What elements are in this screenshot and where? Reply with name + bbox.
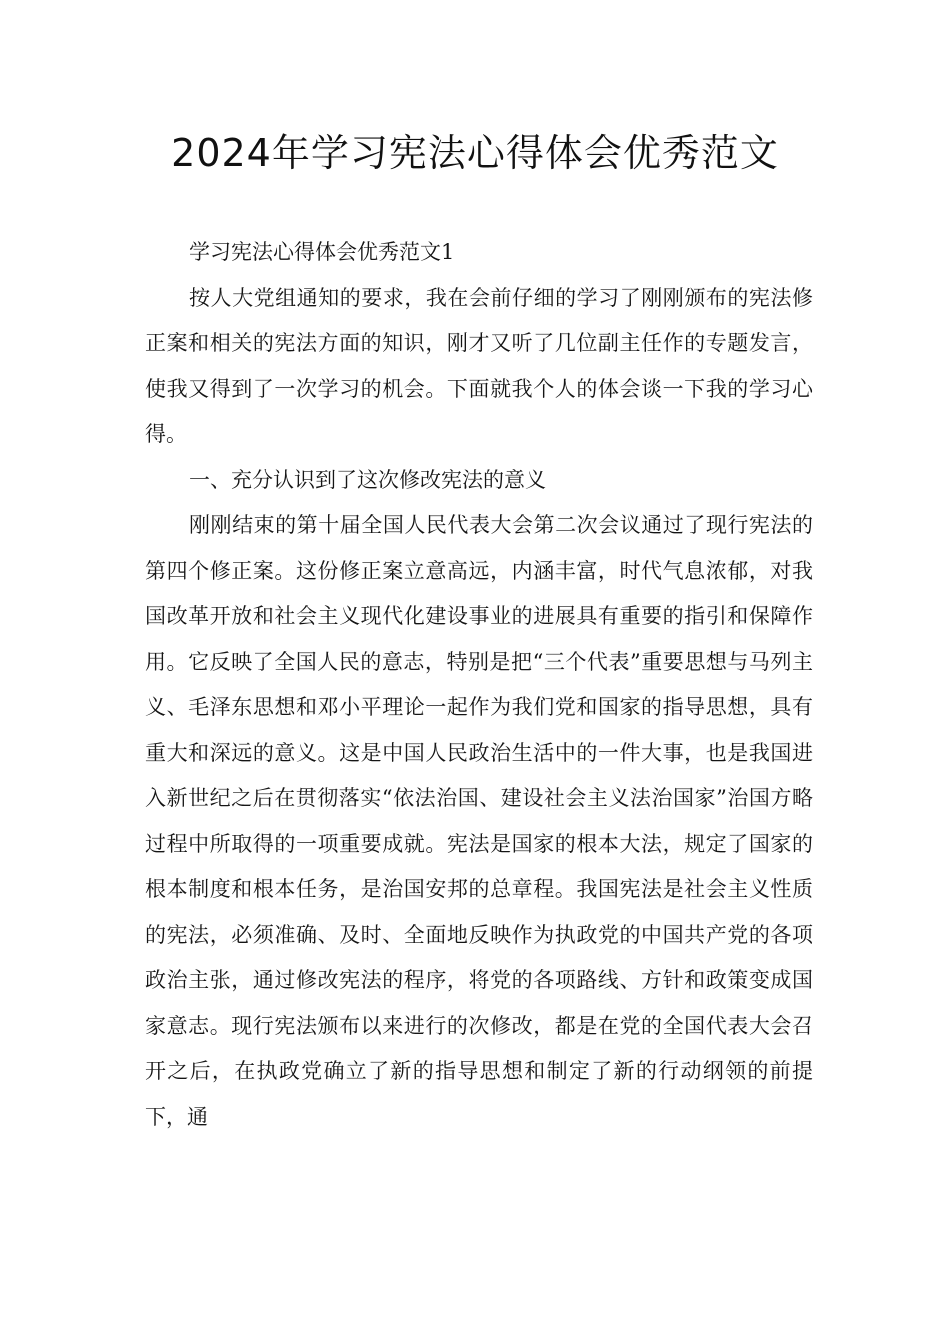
section-heading: 学习宪法心得体会优秀范文1 — [189, 240, 455, 264]
section-heading: 一、充分认识到了这次修改宪法的意义 — [189, 467, 546, 492]
body-paragraph: 刚刚结束的第十届全国人民代表大会第二次会议通过了现行宪法的第四个修正案。这份修正案立意高远，内涵丰富，时代气息浓郁，对我国改革开放和社会主义现代化建设事业的进展具有重要的指引和保障作用。它反映了全国人民的意志，特别是把“三个代表”重要思想与马列主义、毛泽东思想和邓小平理论一起作为我们党和国家的指导思想，具有重大和深远的意义。这是中国人民政治生活中的一件大事，也是我国进入新世纪之后在贯彻落实“依法治国、建设社会主义法治国家”治国方略过程中所取得的一项重要成就。宪法是国家的根本大法，规定了国家的根本制度和根本任务，是治国安邦的总章程。我国宪法是社会主义性质的宪法，必须准确、及时、全面地反映作为执政党的中国共产党的各项政治主张，通过修改宪法的程序，将党的各项路线、方针和政策变成国家意志。现行宪法颁布以来进行的次修改，都是在党的全国代表大会召开之后，在执政党确立了新的指导思想和制定了新的行动纲领的前提下，通 — [145, 513, 813, 1129]
document-body — [145, 230, 813, 1140]
body-paragraph: 按人大党组通知的要求，我在会前仔细的学习了刚刚颁布的宪法修正案和相关的宪法方面的知识，刚才又听了几位副主任作的专题发言，使我又得到了一次学习的机会。下面就我个人的体会谈一下我的学习心得。 — [145, 285, 813, 446]
document-title: 2024年学习宪法心得体会优秀范文 — [171, 131, 779, 175]
